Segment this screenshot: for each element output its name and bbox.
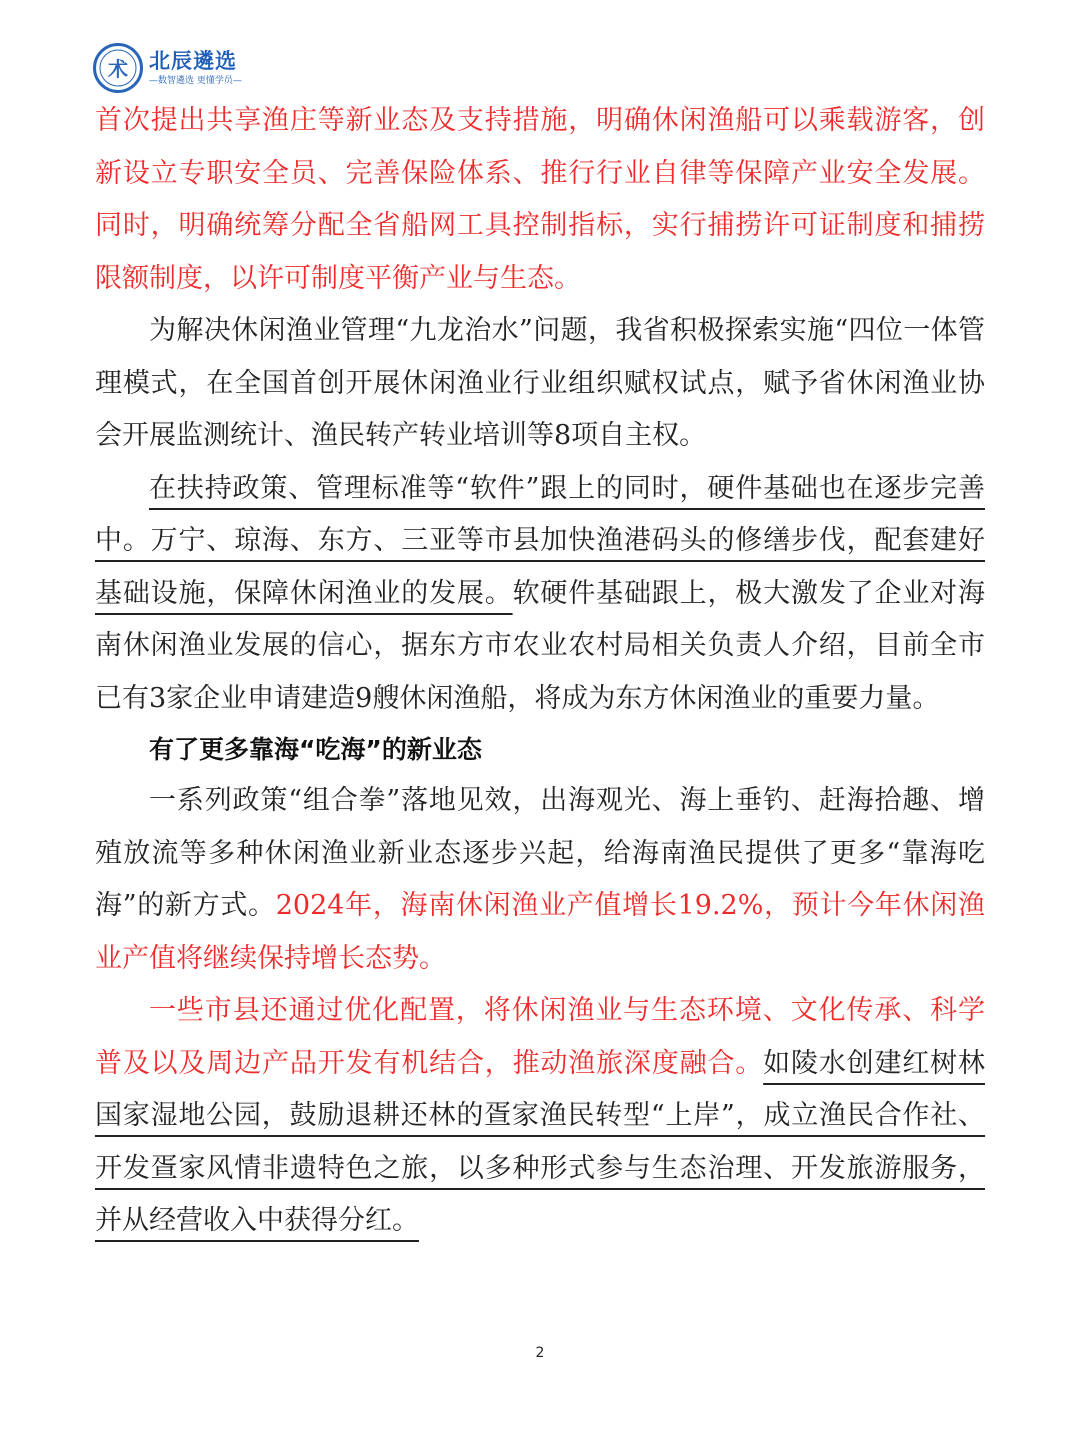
header [93,42,242,94]
paragraph-infrastructure-text: 软硬件基础跟上，极大激发了企业对海南休闲渔业发展的信心，据东方市农业农村局相关负责人介绍，目前全市已有3家企业申请建造9艘休闲渔船，将成为东方休闲渔业的重要力量。 [95,577,986,714]
paragraph-management [95,305,985,463]
paragraph-infrastructure [95,463,985,726]
article-body [95,95,985,1248]
paragraph-policy [95,95,985,305]
paragraph-integration-underlined: 如陵水创建红树林国家湿地公园，鼓励退耕还林的疍家渔民转型“上岸”，成立渔民合作社、开发疍家风情非遗特色之旅，以多种形式参与生态治理、开发旅游服务，并从经营收入中获得分红。 [95,1047,986,1236]
paragraph-policy-text: 首次提出共享渔庄等新业态及支持措施，明确休闲渔船可以乘载游客，创新设立专职安全员、完善保险体系、推行行业自律等保障产业安全发展。同时，明确统筹分配全省船网工具控制指标，实行捕捞许可证制度和捕捞限额制度，以许可制度平衡产业与生态。 [95,105,985,294]
logo-icon [93,43,143,93]
section-heading: 有了更多靠海“吃海”的新业态 [149,735,482,764]
brand [149,49,242,87]
paragraph-management-text: 为解决休闲渔业管理“九龙治水”问题，我省积极探索实施“四位一体管理模式，在全国首创开展休闲渔业行业组织赋权试点，赋予省休闲渔业协会开展监测统计、渔民转产转业培训等8项自主权。 [95,315,985,451]
paragraph-integration-red: 一些市县还通过优化配置，将休闲渔业与生态环境、文化传承、科学普及以及周边产品开发有机结合，推动渔旅深度融合。 [95,995,985,1079]
logo-glyph: 术 [108,57,128,81]
paragraph-infrastructure-underlined: 在扶持政策、管理标准等“软件”跟上的同时，硬件基础也在逐步完善中。万宁、琼海、东方、三亚等市县加快渔港码头的修缮步伐，配套建好基础设施，保障休闲渔业的发展。 [95,472,985,609]
paragraph-new-formats [95,775,985,985]
brand-tagline: —数智遴选 更懂学员— [149,76,242,86]
page-number: 2 [535,1345,545,1361]
paragraph-new-formats-red: 2024年，海南休闲渔业产值增长19.2%，预计今年休闲渔业产值将继续保持增长态势。 [95,890,985,974]
brand-name: 北辰遴选 [149,49,237,73]
paragraph-integration [95,985,985,1248]
paragraph-new-formats-text: 一系列政策“组合拳”落地见效，出海观光、海上垂钓、赶海拾趣、增殖放流等多种休闲渔业新业态逐步兴起，给海南渔民提供了更多“靠海吃海”的新方式。 [95,785,985,921]
